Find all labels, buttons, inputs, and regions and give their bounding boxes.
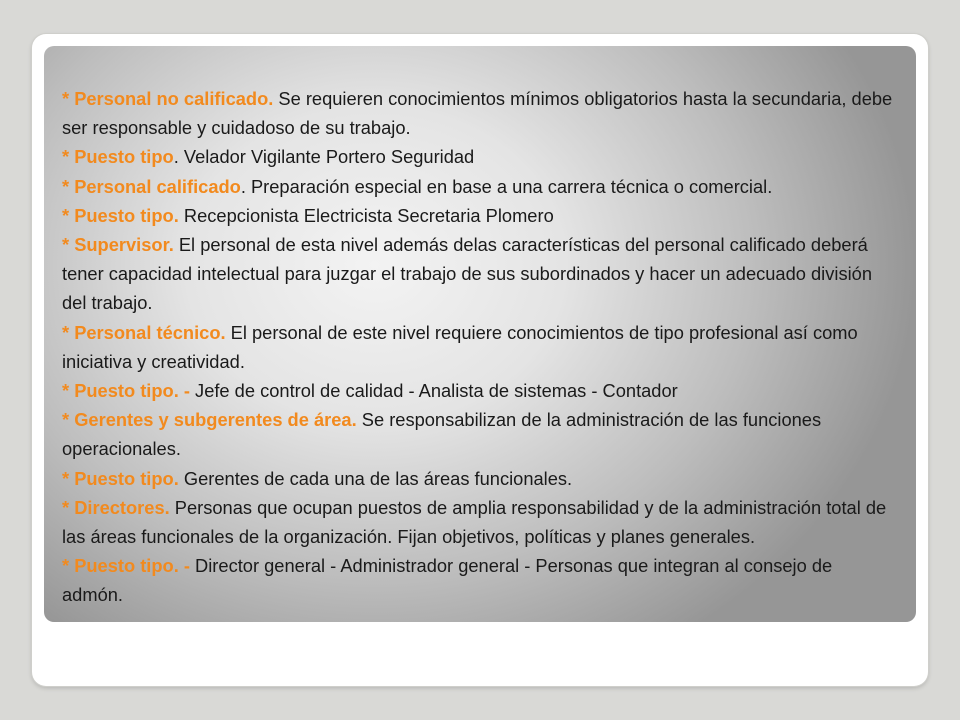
paragraph-puesto-tipo-1 [62, 142, 898, 171]
slide-text-block [62, 84, 898, 610]
paragraph-text: Se responsabilizan de la administración de las funciones operacionales. [62, 409, 822, 460]
paragraph-label: * Directores. [62, 496, 170, 518]
paragraph-directores [62, 493, 898, 551]
paragraph-label: * Gerentes y subgerentes de área. [62, 409, 357, 431]
paragraph-label: * Supervisor. [62, 234, 174, 256]
paragraph-text: Director general - Administrador general - Personas que integran al consejo de admón. [62, 555, 833, 606]
paragraph-label: * Puesto tipo. [62, 467, 179, 489]
paragraph-label: * Personal técnico. [62, 321, 226, 343]
paragraph-puesto-tipo-4 [62, 464, 898, 493]
paragraph-supervisor [62, 230, 898, 318]
paragraph-personal-tecnico [62, 318, 898, 376]
paragraph-text: El personal de esta nivel además delas características del personal calificado deberá tener capacidad intelectual para juzgar el trabajo de sus subordinados y hacer un adecuado división del trabajo. [62, 234, 872, 314]
paragraph-label: * Puesto tipo. [62, 204, 179, 226]
paragraph-puesto-tipo-2 [62, 201, 898, 230]
paragraph-label: * Puesto tipo. - [62, 380, 190, 402]
paragraph-label: * Personal no calificado. [62, 88, 274, 109]
paragraph-text: Gerentes de cada una de las áreas funcionales. [178, 467, 573, 489]
paragraph-label: * Personal calificado [62, 175, 241, 197]
paragraph-label: * Puesto tipo [62, 146, 174, 168]
paragraph-text: El personal de este nivel requiere conocimientos de tipo profesional así como iniciativa y creatividad. [62, 321, 858, 372]
paragraph-text: Se requieren conocimientos mínimos obligatorios hasta la secundaria, debe ser responsable y cuidadoso de su trabajo. [62, 88, 893, 139]
paragraph-text: . Velador Vigilante Portero Seguridad [173, 146, 475, 168]
paragraph-gerentes [62, 405, 898, 463]
paragraph-label: * Puesto tipo. - [62, 555, 190, 577]
paragraph-personal-calificado [62, 172, 898, 201]
paragraph-text: . Preparación especial en base a una carrera técnica o comercial. [240, 175, 773, 197]
paragraph-text: Recepcionista Electricista Secretaria Plomero [178, 204, 554, 226]
paragraph-personal-no-calificado [62, 84, 898, 142]
paragraph-text: Jefe de control de calidad - Analista de sistemas - Contador [189, 380, 678, 402]
paragraph-text: Personas que ocupan puestos de amplia responsabilidad y de la administración total de las áreas funcionales de la organización. Fijan objetivos, políticas y planes generales. [62, 496, 887, 548]
paragraph-puesto-tipo-5 [62, 551, 898, 609]
paragraph-puesto-tipo-3 [62, 376, 898, 405]
